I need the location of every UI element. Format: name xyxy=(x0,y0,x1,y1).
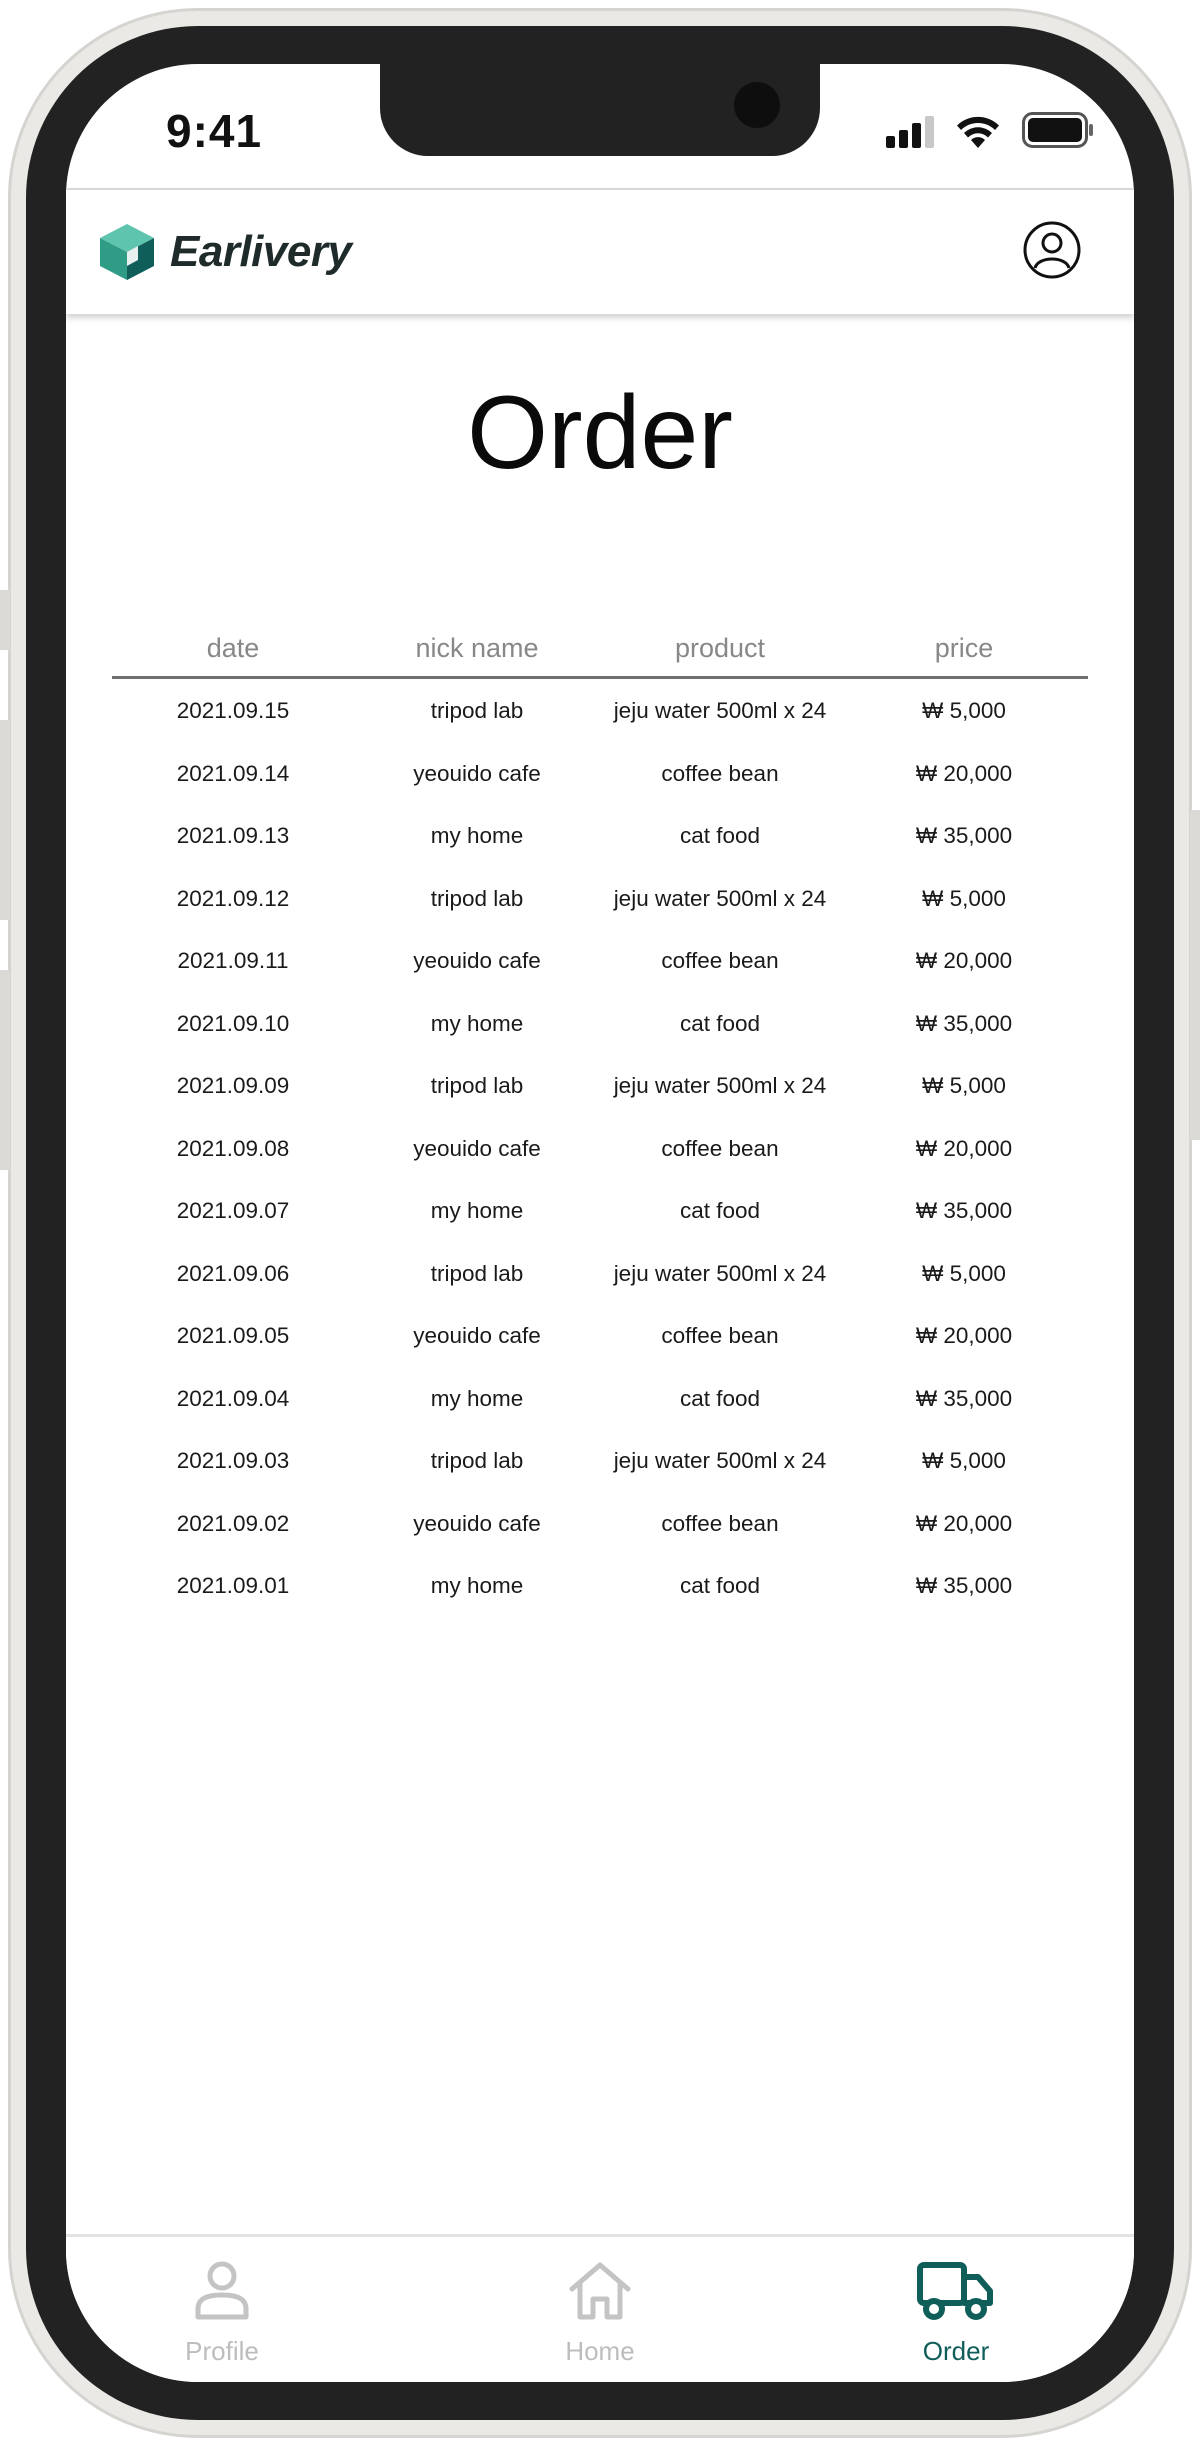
table-row[interactable] xyxy=(112,743,1088,806)
cell-price: ₩ 35,000 xyxy=(915,1385,1013,1411)
table-row[interactable] xyxy=(112,805,1088,868)
cell-date: 2021.09.02 xyxy=(176,1510,290,1536)
table-row[interactable] xyxy=(112,1430,1088,1493)
table-row[interactable] xyxy=(112,1118,1088,1181)
cell-product: coffee bean xyxy=(661,760,779,786)
table-header xyxy=(112,620,1088,679)
brand-name: Earlivery xyxy=(170,227,352,276)
bottom-nav xyxy=(66,2234,1134,2382)
cell-price: ₩ 5,000 xyxy=(922,1260,1006,1286)
table-body xyxy=(112,679,1088,1618)
cell-nickname: yeouido cafe xyxy=(413,1135,541,1161)
nav-label-home: Home xyxy=(565,2336,635,2366)
cell-price: ₩ 35,000 xyxy=(915,823,1013,849)
cell-nickname: my home xyxy=(430,1010,524,1036)
table-row[interactable] xyxy=(112,993,1088,1056)
cell-product: cat food xyxy=(679,823,761,849)
cell-price: ₩ 20,000 xyxy=(915,1510,1013,1536)
cell-product: coffee bean xyxy=(661,1135,779,1161)
cube-logo-icon xyxy=(98,222,156,282)
table-row[interactable] xyxy=(112,868,1088,931)
app-header xyxy=(66,188,1134,314)
cell-date: 2021.09.05 xyxy=(176,1323,290,1349)
cell-nickname: tripod lab xyxy=(430,885,524,911)
column-header-date[interactable]: date xyxy=(206,632,260,663)
cell-price: ₩ 35,000 xyxy=(915,1010,1013,1036)
cell-product: coffee bean xyxy=(661,1323,779,1349)
cell-nickname: yeouido cafe xyxy=(413,948,541,974)
table-row[interactable] xyxy=(112,1180,1088,1243)
cell-date: 2021.09.01 xyxy=(176,1573,290,1599)
cell-product: jeju water 500ml x 24 xyxy=(613,885,827,911)
cell-nickname: my home xyxy=(430,1385,524,1411)
battery-icon xyxy=(1022,112,1094,148)
truck-icon xyxy=(916,2259,996,2321)
cell-date: 2021.09.07 xyxy=(176,1198,290,1224)
cell-date: 2021.09.03 xyxy=(176,1448,290,1474)
cell-nickname: my home xyxy=(430,1573,524,1599)
nav-item-order[interactable] xyxy=(856,2259,1056,2367)
status-time: 9:41 xyxy=(166,105,263,157)
cell-date: 2021.09.15 xyxy=(176,698,290,724)
cell-product: coffee bean xyxy=(661,1510,779,1536)
nav-item-profile[interactable] xyxy=(122,2259,322,2367)
house-icon xyxy=(566,2259,634,2321)
phone-side-button xyxy=(0,720,10,920)
cell-nickname: my home xyxy=(430,1198,524,1224)
notch xyxy=(380,64,820,156)
page-title: Order xyxy=(467,375,733,491)
user-circle-icon xyxy=(1022,220,1082,280)
cell-nickname: yeouido cafe xyxy=(413,1323,541,1349)
cell-product: jeju water 500ml x 24 xyxy=(613,1260,827,1286)
table-row[interactable] xyxy=(112,930,1088,993)
cell-date: 2021.09.12 xyxy=(176,885,290,911)
order-table xyxy=(112,620,1088,1618)
cell-price: ₩ 35,000 xyxy=(915,1198,1013,1224)
nav-label-order: Order xyxy=(922,2336,990,2366)
table-row[interactable] xyxy=(112,1555,1088,1618)
wifi-icon xyxy=(956,114,1000,148)
cell-nickname: tripod lab xyxy=(430,1073,524,1099)
cell-nickname: my home xyxy=(430,823,524,849)
table-row[interactable] xyxy=(112,680,1088,743)
cell-product: jeju water 500ml x 24 xyxy=(613,698,827,724)
cell-price: ₩ 20,000 xyxy=(915,760,1013,786)
cell-product: cat food xyxy=(679,1010,761,1036)
account-button[interactable] xyxy=(1022,220,1082,280)
table-row[interactable] xyxy=(112,1055,1088,1118)
cell-price: ₩ 5,000 xyxy=(922,698,1006,724)
cell-price: ₩ 5,000 xyxy=(922,1448,1006,1474)
phone-side-button xyxy=(0,590,10,650)
cell-product: jeju water 500ml x 24 xyxy=(613,1448,827,1474)
cell-nickname: tripod lab xyxy=(430,1260,524,1286)
cell-price: ₩ 20,000 xyxy=(915,1323,1013,1349)
column-header-product[interactable]: product xyxy=(674,632,766,663)
cellular-signal-icon xyxy=(886,116,934,148)
status-icons xyxy=(886,112,1094,148)
cell-date: 2021.09.14 xyxy=(176,760,290,786)
cell-date: 2021.09.04 xyxy=(176,1385,290,1411)
cell-price: ₩ 20,000 xyxy=(915,1135,1013,1161)
cell-price: ₩ 5,000 xyxy=(922,1073,1006,1099)
person-icon xyxy=(190,2259,254,2321)
cell-price: ₩ 20,000 xyxy=(915,948,1013,974)
column-header-price[interactable]: price xyxy=(934,632,994,663)
cell-date: 2021.09.11 xyxy=(177,948,289,974)
cell-product: cat food xyxy=(679,1573,761,1599)
cell-product: coffee bean xyxy=(661,948,779,974)
cell-nickname: yeouido cafe xyxy=(413,760,541,786)
cell-nickname: tripod lab xyxy=(430,1448,524,1474)
table-row[interactable] xyxy=(112,1305,1088,1368)
column-header-nickname[interactable]: nick name xyxy=(415,632,539,663)
cell-price: ₩ 35,000 xyxy=(915,1573,1013,1599)
cell-date: 2021.09.06 xyxy=(176,1260,290,1286)
cell-product: jeju water 500ml x 24 xyxy=(613,1073,827,1099)
cell-price: ₩ 5,000 xyxy=(922,885,1006,911)
cell-nickname: tripod lab xyxy=(430,698,524,724)
cell-date: 2021.09.10 xyxy=(176,1010,290,1036)
brand-logo[interactable] xyxy=(98,222,351,282)
cell-date: 2021.09.09 xyxy=(176,1073,290,1099)
nav-item-home[interactable] xyxy=(500,2259,700,2367)
table-row[interactable] xyxy=(112,1368,1088,1431)
phone-side-button xyxy=(0,970,10,1170)
table-row[interactable] xyxy=(112,1243,1088,1306)
cell-date: 2021.09.08 xyxy=(176,1135,290,1161)
front-camera xyxy=(734,82,780,128)
cell-product: cat food xyxy=(679,1385,761,1411)
cell-nickname: yeouido cafe xyxy=(413,1510,541,1536)
cell-product: cat food xyxy=(679,1198,761,1224)
phone-side-button xyxy=(1190,810,1200,1140)
cell-date: 2021.09.13 xyxy=(176,823,290,849)
phone-screen xyxy=(66,64,1134,2382)
table-row[interactable] xyxy=(112,1493,1088,1556)
nav-label-profile: Profile xyxy=(185,2336,259,2366)
